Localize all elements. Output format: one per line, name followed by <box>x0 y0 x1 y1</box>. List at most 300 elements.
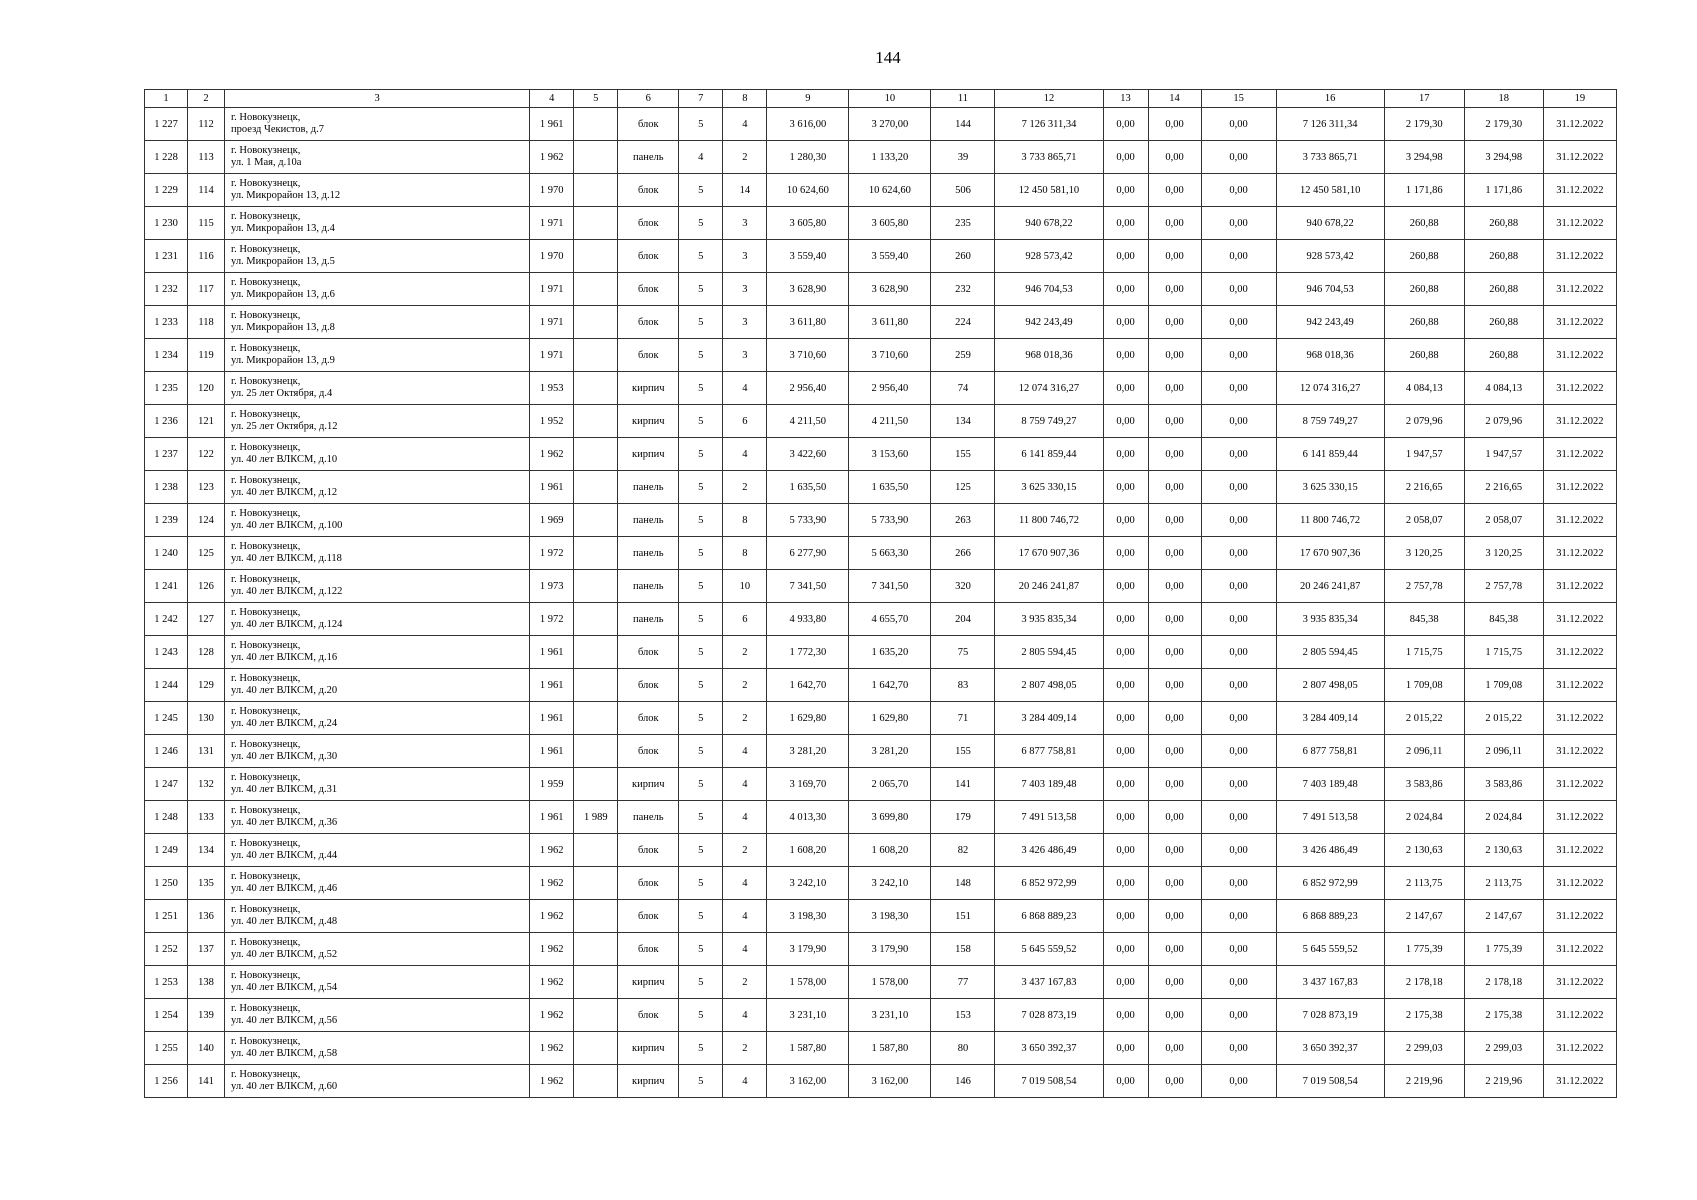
table-cell: 1 969 <box>530 504 574 537</box>
table-cell: 3 625 330,15 <box>1276 471 1384 504</box>
table-cell: 1 961 <box>530 636 574 669</box>
address-city: г. Новокузнецк, <box>231 541 301 552</box>
address-street: ул. 40 лет ВЛКСМ, д.36 <box>231 817 338 828</box>
table-cell: 260,88 <box>1384 306 1464 339</box>
table-cell: 0,00 <box>1103 702 1148 735</box>
table-cell: 3 179,90 <box>767 933 849 966</box>
table-cell <box>574 867 618 900</box>
address-cell <box>225 504 530 537</box>
address-city: г. Новокузнецк, <box>231 871 301 882</box>
table-cell: 0,00 <box>1103 108 1148 141</box>
table-cell: 6 868 889,23 <box>995 900 1103 933</box>
address-city: г. Новокузнецк, <box>231 772 301 783</box>
address-street: ул. 40 лет ВЛКСМ, д.60 <box>231 1081 338 1092</box>
table-cell <box>574 471 618 504</box>
table-cell: 0,00 <box>1201 1065 1276 1098</box>
table-cell: 0,00 <box>1103 768 1148 801</box>
table-cell: 10 624,60 <box>767 174 849 207</box>
table-cell: 3 281,20 <box>767 735 849 768</box>
address-cell <box>225 669 530 702</box>
table-cell: 5 <box>679 570 723 603</box>
table-cell: 2 096,11 <box>1464 735 1543 768</box>
address-cell <box>225 438 530 471</box>
table-cell: 0,00 <box>1201 339 1276 372</box>
table-cell: 0,00 <box>1201 537 1276 570</box>
table-cell: 31.12.2022 <box>1543 405 1616 438</box>
table-cell: 14 <box>723 174 767 207</box>
table-cell: 0,00 <box>1103 339 1148 372</box>
table-cell: 0,00 <box>1201 768 1276 801</box>
table-cell: 0,00 <box>1148 933 1201 966</box>
address-street: ул. 40 лет ВЛКСМ, д.30 <box>231 751 338 762</box>
table-cell: 3 162,00 <box>767 1065 849 1098</box>
table-cell: 138 <box>188 966 225 999</box>
table-cell: 1 962 <box>530 933 574 966</box>
table-cell: 0,00 <box>1148 999 1201 1032</box>
table-cell: 7 126 311,34 <box>1276 108 1384 141</box>
table-cell: 7 126 311,34 <box>995 108 1103 141</box>
table-cell <box>574 405 618 438</box>
table-cell: 31.12.2022 <box>1543 999 1616 1032</box>
table-cell: 0,00 <box>1201 141 1276 174</box>
table-cell: 6 141 859,44 <box>995 438 1103 471</box>
table-cell: 17 670 907,36 <box>1276 537 1384 570</box>
table-cell: 2 807 498,05 <box>995 669 1103 702</box>
table-cell: 0,00 <box>1148 801 1201 834</box>
table-cell: 1 171,86 <box>1464 174 1543 207</box>
table-cell: 31.12.2022 <box>1543 108 1616 141</box>
table-cell: 1 587,80 <box>849 1032 931 1065</box>
table-cell: 5 <box>679 768 723 801</box>
table-cell: 0,00 <box>1103 669 1148 702</box>
table-cell: 0,00 <box>1148 1032 1201 1065</box>
table-cell: 3 583,86 <box>1464 768 1543 801</box>
table-row <box>145 933 1617 966</box>
table-cell <box>574 966 618 999</box>
address-cell <box>225 372 530 405</box>
address-city: г. Новокузнецк, <box>231 310 301 321</box>
table-cell: 260,88 <box>1464 240 1543 273</box>
table-row <box>145 537 1617 570</box>
table-cell: 130 <box>188 702 225 735</box>
table-cell: 1 244 <box>145 669 188 702</box>
table-cell: 1 715,75 <box>1384 636 1464 669</box>
address-city: г. Новокузнецк, <box>231 178 301 189</box>
address-street: ул. Микрорайон 13, д.4 <box>231 223 335 234</box>
table-cell: 1 171,86 <box>1384 174 1464 207</box>
table-cell: кирпич <box>618 1032 679 1065</box>
table-cell: 0,00 <box>1103 141 1148 174</box>
table-cell: 0,00 <box>1103 306 1148 339</box>
table-cell: 1 972 <box>530 537 574 570</box>
table-cell: 4 084,13 <box>1464 372 1543 405</box>
table-cell: 0,00 <box>1148 372 1201 405</box>
column-header: 5 <box>574 90 618 108</box>
table-row <box>145 339 1617 372</box>
table-cell: 940 678,22 <box>995 207 1103 240</box>
table-cell: 260,88 <box>1464 273 1543 306</box>
address-cell <box>225 1065 530 1098</box>
address-street: ул. 40 лет ВЛКСМ, д.10 <box>231 454 338 465</box>
address-cell <box>225 405 530 438</box>
table-cell: блок <box>618 207 679 240</box>
table-cell <box>574 174 618 207</box>
table-cell: 0,00 <box>1201 636 1276 669</box>
address-cell <box>225 339 530 372</box>
table-cell: 20 246 241,87 <box>995 570 1103 603</box>
table-row <box>145 900 1617 933</box>
table-row <box>145 240 1617 273</box>
address-street: ул. 40 лет ВЛКСМ, д.122 <box>231 586 343 597</box>
table-cell <box>574 537 618 570</box>
table-cell: блок <box>618 306 679 339</box>
table-cell: 2 956,40 <box>849 372 931 405</box>
address-cell <box>225 636 530 669</box>
table-cell: 31.12.2022 <box>1543 735 1616 768</box>
table-cell: панель <box>618 603 679 636</box>
table-cell: 946 704,53 <box>1276 273 1384 306</box>
address-city: г. Новокузнецк, <box>231 574 301 585</box>
table-cell: 7 341,50 <box>767 570 849 603</box>
table-cell: блок <box>618 867 679 900</box>
table-cell: 3 699,80 <box>849 801 931 834</box>
table-cell: 1 962 <box>530 834 574 867</box>
table-row <box>145 636 1617 669</box>
table-cell: 5 <box>679 933 723 966</box>
table-cell: 0,00 <box>1201 438 1276 471</box>
table-cell: 31.12.2022 <box>1543 273 1616 306</box>
column-header: 17 <box>1384 90 1464 108</box>
table-cell: 4 <box>723 735 767 768</box>
table-cell: 10 <box>723 570 767 603</box>
table-cell: 260,88 <box>1464 207 1543 240</box>
column-header: 9 <box>767 90 849 108</box>
table-row <box>145 669 1617 702</box>
column-header: 6 <box>618 90 679 108</box>
table-cell: 0,00 <box>1103 240 1148 273</box>
table-cell: 1 252 <box>145 933 188 966</box>
table-cell: 117 <box>188 273 225 306</box>
table-cell: 1 962 <box>530 867 574 900</box>
address-street: ул. 40 лет ВЛКСМ, д.52 <box>231 949 338 960</box>
table-cell: 31.12.2022 <box>1543 768 1616 801</box>
table-cell: 7 341,50 <box>849 570 931 603</box>
table-cell: 2 179,30 <box>1384 108 1464 141</box>
table-row <box>145 702 1617 735</box>
table-cell: 1 250 <box>145 867 188 900</box>
table-cell: 1 971 <box>530 273 574 306</box>
table-cell: 940 678,22 <box>1276 207 1384 240</box>
table-cell: 3 179,90 <box>849 933 931 966</box>
table-cell: 5 <box>679 735 723 768</box>
table-cell: 2 015,22 <box>1464 702 1543 735</box>
address-cell <box>225 900 530 933</box>
table-cell: 0,00 <box>1201 933 1276 966</box>
table-cell: 1 971 <box>530 207 574 240</box>
table-cell: блок <box>618 702 679 735</box>
table-cell: 3 437 167,83 <box>995 966 1103 999</box>
address-city: г. Новокузнецк, <box>231 739 301 750</box>
table-cell: 125 <box>188 537 225 570</box>
table-cell <box>574 735 618 768</box>
table-cell: 0,00 <box>1201 735 1276 768</box>
register-table <box>144 89 1617 1098</box>
table-cell: 0,00 <box>1148 306 1201 339</box>
table-cell: панель <box>618 471 679 504</box>
table-cell: 4 084,13 <box>1384 372 1464 405</box>
table-cell: 1 642,70 <box>849 669 931 702</box>
table-cell: 5 <box>679 108 723 141</box>
table-cell: 232 <box>931 273 995 306</box>
table-cell: 1 635,50 <box>849 471 931 504</box>
table-cell: 3 710,60 <box>767 339 849 372</box>
table-cell: 0,00 <box>1103 471 1148 504</box>
table-cell: 0,00 <box>1148 141 1201 174</box>
table-cell: 2 024,84 <box>1464 801 1543 834</box>
table-cell: 2 015,22 <box>1384 702 1464 735</box>
table-cell: блок <box>618 999 679 1032</box>
table-cell: 0,00 <box>1148 207 1201 240</box>
address-city: г. Новокузнецк, <box>231 112 301 123</box>
table-cell: 3 935 835,34 <box>995 603 1103 636</box>
address-cell <box>225 834 530 867</box>
table-cell: 0,00 <box>1201 669 1276 702</box>
table-cell: 1 232 <box>145 273 188 306</box>
address-street: ул. 40 лет ВЛКСМ, д.20 <box>231 685 338 696</box>
table-cell: 0,00 <box>1201 966 1276 999</box>
table-cell: 7 028 873,19 <box>995 999 1103 1032</box>
table-cell: 3 162,00 <box>849 1065 931 1098</box>
table-row <box>145 504 1617 537</box>
table-cell: 132 <box>188 768 225 801</box>
table-cell: 112 <box>188 108 225 141</box>
table-cell: 5 <box>679 438 723 471</box>
address-street: ул. 40 лет ВЛКСМ, д.46 <box>231 883 338 894</box>
address-cell <box>225 240 530 273</box>
table-cell <box>574 240 618 273</box>
table-row <box>145 141 1617 174</box>
table-cell: 4 655,70 <box>849 603 931 636</box>
table-cell: 155 <box>931 438 995 471</box>
table-cell: 2 216,65 <box>1464 471 1543 504</box>
table-cell: 1 231 <box>145 240 188 273</box>
address-city: г. Новокузнецк, <box>231 1069 301 1080</box>
address-street: ул. 40 лет ВЛКСМ, д.118 <box>231 553 342 564</box>
address-city: г. Новокузнецк, <box>231 838 301 849</box>
table-cell: 3 611,80 <box>849 306 931 339</box>
table-cell: 118 <box>188 306 225 339</box>
table-cell: 2 <box>723 1032 767 1065</box>
table-cell: 0,00 <box>1103 1032 1148 1065</box>
table-row <box>145 405 1617 438</box>
table-cell: 115 <box>188 207 225 240</box>
table-cell: 204 <box>931 603 995 636</box>
table-cell: 1 962 <box>530 966 574 999</box>
address-street: ул. 25 лет Октября, д.12 <box>231 421 338 432</box>
column-header: 13 <box>1103 90 1148 108</box>
address-street: ул. 40 лет ВЛКСМ, д.24 <box>231 718 338 729</box>
table-cell: 1 962 <box>530 438 574 471</box>
table-cell: 3 935 835,34 <box>1276 603 1384 636</box>
table-cell: 31.12.2022 <box>1543 438 1616 471</box>
table-cell: 31.12.2022 <box>1543 570 1616 603</box>
table-cell: 31.12.2022 <box>1543 1065 1616 1098</box>
table-cell: 1 715,75 <box>1464 636 1543 669</box>
address-street: ул. Микрорайон 13, д.6 <box>231 289 335 300</box>
table-cell: 6 852 972,99 <box>1276 867 1384 900</box>
address-street: ул. 40 лет ВЛКСМ, д.44 <box>231 850 338 861</box>
table-cell: 1 961 <box>530 801 574 834</box>
table-cell: 3 650 392,37 <box>1276 1032 1384 1065</box>
table-cell: 0,00 <box>1103 999 1148 1032</box>
table-cell: 2 175,38 <box>1464 999 1543 1032</box>
table-cell: 928 573,42 <box>1276 240 1384 273</box>
address-street: ул. Микрорайон 13, д.12 <box>231 190 341 201</box>
table-cell: 0,00 <box>1201 306 1276 339</box>
table-cell: 148 <box>931 867 995 900</box>
table-cell: 179 <box>931 801 995 834</box>
table-cell: 942 243,49 <box>1276 306 1384 339</box>
table-cell: 1 953 <box>530 372 574 405</box>
table-cell <box>574 636 618 669</box>
table-cell: 31.12.2022 <box>1543 834 1616 867</box>
table-cell: 0,00 <box>1103 900 1148 933</box>
table-cell: 0,00 <box>1148 405 1201 438</box>
table-cell <box>574 603 618 636</box>
table-cell: 31.12.2022 <box>1543 306 1616 339</box>
address-city: г. Новокузнецк, <box>231 409 301 420</box>
address-street: ул. 40 лет ВЛКСМ, д.54 <box>231 982 338 993</box>
table-cell: 131 <box>188 735 225 768</box>
table-cell: 20 246 241,87 <box>1276 570 1384 603</box>
table-cell: 946 704,53 <box>995 273 1103 306</box>
table-row <box>145 768 1617 801</box>
table-cell: 3 733 865,71 <box>995 141 1103 174</box>
table-cell: 3 <box>723 306 767 339</box>
table-cell: блок <box>618 900 679 933</box>
table-cell: 0,00 <box>1201 504 1276 537</box>
table-cell: 12 450 581,10 <box>1276 174 1384 207</box>
table-cell: 5 <box>679 636 723 669</box>
table-cell: 2 079,96 <box>1464 405 1543 438</box>
table-cell: 10 624,60 <box>849 174 931 207</box>
table-cell: панель <box>618 141 679 174</box>
table-cell: 5 <box>679 405 723 438</box>
table-cell: 0,00 <box>1148 438 1201 471</box>
table-cell: 137 <box>188 933 225 966</box>
table-cell: 3 294,98 <box>1384 141 1464 174</box>
table-cell: 1 962 <box>530 900 574 933</box>
table-row <box>145 801 1617 834</box>
table-cell: 3 426 486,49 <box>995 834 1103 867</box>
table-cell: кирпич <box>618 768 679 801</box>
table-cell: 8 <box>723 504 767 537</box>
table-row <box>145 570 1617 603</box>
table-cell: 1 227 <box>145 108 188 141</box>
table-cell: 2 113,75 <box>1384 867 1464 900</box>
table-cell: 1 241 <box>145 570 188 603</box>
table-row <box>145 108 1617 141</box>
table-cell: 31.12.2022 <box>1543 471 1616 504</box>
table-cell: 121 <box>188 405 225 438</box>
table-cell: блок <box>618 240 679 273</box>
table-cell <box>574 306 618 339</box>
address-cell <box>225 174 530 207</box>
table-cell: 0,00 <box>1201 570 1276 603</box>
table-cell: 1 952 <box>530 405 574 438</box>
table-cell: кирпич <box>618 438 679 471</box>
table-cell: 1 234 <box>145 339 188 372</box>
address-cell <box>225 867 530 900</box>
table-cell: 4 <box>723 768 767 801</box>
address-cell <box>225 471 530 504</box>
table-cell: 4 <box>723 867 767 900</box>
table-cell: 942 243,49 <box>995 306 1103 339</box>
table-cell: 12 074 316,27 <box>1276 372 1384 405</box>
table-cell: 1 970 <box>530 174 574 207</box>
table-cell: 2 175,38 <box>1384 999 1464 1032</box>
table-cell: 4 <box>723 801 767 834</box>
table-cell: 0,00 <box>1201 834 1276 867</box>
column-header: 14 <box>1148 90 1201 108</box>
table-cell: 2 <box>723 966 767 999</box>
address-cell <box>225 999 530 1032</box>
table-cell: 5 <box>679 867 723 900</box>
table-cell: 0,00 <box>1201 240 1276 273</box>
table-cell: 1 243 <box>145 636 188 669</box>
table-cell <box>574 1065 618 1098</box>
table-cell: кирпич <box>618 372 679 405</box>
address-city: г. Новокузнецк, <box>231 904 301 915</box>
table-cell: 928 573,42 <box>995 240 1103 273</box>
address-street: ул. Микрорайон 13, д.5 <box>231 256 335 267</box>
table-cell: 2 805 594,45 <box>1276 636 1384 669</box>
table-cell: 80 <box>931 1032 995 1065</box>
table-cell: 0,00 <box>1201 801 1276 834</box>
table-row <box>145 1032 1617 1065</box>
table-cell: 0,00 <box>1148 603 1201 636</box>
table-cell: 31.12.2022 <box>1543 207 1616 240</box>
table-cell <box>574 339 618 372</box>
table-cell: 3 169,70 <box>767 768 849 801</box>
table-cell: 0,00 <box>1103 867 1148 900</box>
table-cell <box>574 999 618 1032</box>
table-cell: 82 <box>931 834 995 867</box>
table-cell: блок <box>618 174 679 207</box>
table-cell: 2 <box>723 636 767 669</box>
table-cell <box>574 570 618 603</box>
address-city: г. Новокузнецк, <box>231 475 301 486</box>
table-cell: 0,00 <box>1201 603 1276 636</box>
table-row <box>145 273 1617 306</box>
address-street: ул. 40 лет ВЛКСМ, д.56 <box>231 1015 338 1026</box>
table-cell: 5 <box>679 504 723 537</box>
table-row <box>145 471 1617 504</box>
table-cell: 122 <box>188 438 225 471</box>
column-header: 8 <box>723 90 767 108</box>
address-city: г. Новокузнецк, <box>231 937 301 948</box>
address-street: ул. 1 Мая, д.10а <box>231 157 302 168</box>
table-cell: 1 251 <box>145 900 188 933</box>
table-cell: 1 962 <box>530 1065 574 1098</box>
table-cell: 235 <box>931 207 995 240</box>
table-cell: 4 <box>723 933 767 966</box>
table-cell: 260,88 <box>1384 240 1464 273</box>
table-cell: кирпич <box>618 1065 679 1098</box>
table-cell: 1 947,57 <box>1464 438 1543 471</box>
table-cell: 845,38 <box>1464 603 1543 636</box>
table-cell: блок <box>618 339 679 372</box>
